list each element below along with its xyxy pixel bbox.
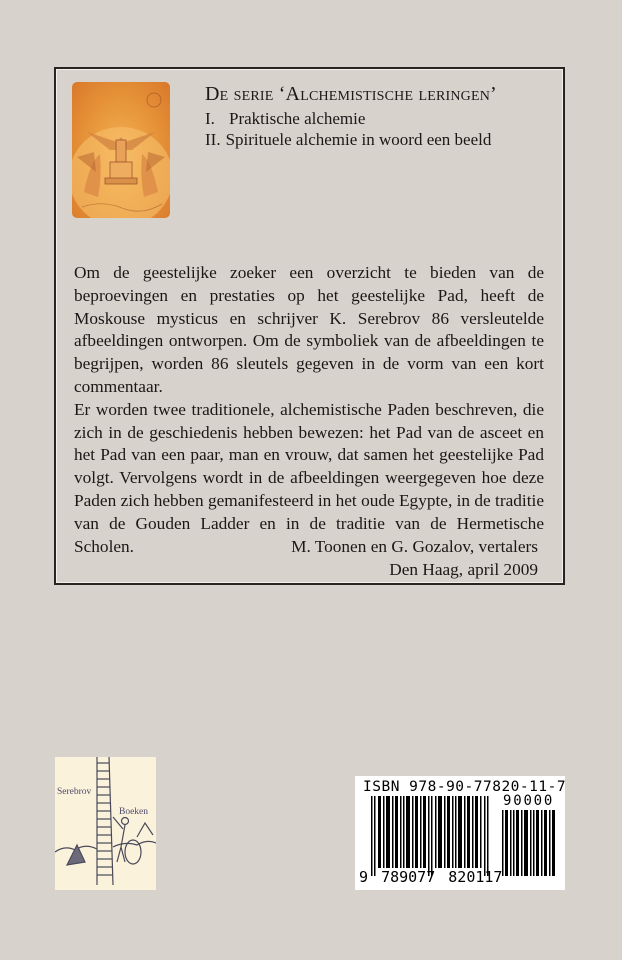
series-list-item [205, 129, 491, 150]
logo-word-boeken: Boeken [119, 807, 149, 817]
publisher-logo [55, 757, 156, 890]
translators-credit: M. Toonen en G. Gozalov, vertalers [291, 537, 538, 556]
blurb-paragraph: Om de geestelijke zoeker een overzicht te bieden van de beproevingen en prestaties op het geestelijke Pad, heeft de Moskouse mysticus en schrijver K. Serebrov 86 versleutelde afbeeldingen ontworpen. Om de symboliek van de afbeeldingen te begrijpen, worden 86 sleutels gegeven in de vorm van een kort commentaar. [74, 263, 544, 396]
series-title-name: ‘Alchemistische leringen’ [278, 83, 497, 105]
ladder-climber-icon [55, 757, 156, 890]
place-date: Den Haag, april 2009 [389, 559, 538, 579]
blurb-text [74, 262, 544, 558]
series-list-item [205, 108, 491, 129]
signature [291, 536, 538, 582]
ean-first-digit: 9 [359, 868, 369, 886]
series-item-label: Praktische alchemie [229, 109, 366, 128]
ean-digits [359, 868, 502, 886]
angel-illustration-icon [72, 82, 170, 218]
ean-left-digits: 789077 [381, 868, 436, 886]
blurb-paragraph: Er worden twee traditionele, alchemistische Paden beschreven, die zich in de geschiedenis hebben bewezen: het Pad van de asceet en het Pad van een paar, man en vrouw, dat samen het geestelijke Pad volgt. Vervolgens wordt in de afbeeldingen weergegeven hoe deze Paden zich hebben gemanifesteerd in het oude Egypte, in de traditie van de Gouden Ladder en in de traditie van de Hermetische Scholen. [74, 399, 544, 556]
barcode-bars-icon [371, 796, 491, 876]
series-title-prefix: De serie [205, 83, 279, 105]
logo-word-serebrov: Serebrov [57, 787, 92, 797]
isbn-barcode [355, 776, 565, 890]
series-item-numeral: II. [205, 130, 221, 149]
isbn-label: ISBN 978-90-77820-11-7 [363, 779, 567, 795]
barcode-addon-bars-icon [502, 810, 558, 876]
ean-right-digits: 820117 [448, 868, 503, 886]
series-list [205, 108, 491, 150]
series-item-numeral: I. [205, 109, 215, 128]
series-cover-thumbnail [72, 82, 170, 218]
barcode-addon-digits: 90000 [503, 793, 555, 809]
series-title [205, 83, 497, 106]
series-item-label: Spirituele alchemie in woord een beeld [225, 130, 492, 149]
